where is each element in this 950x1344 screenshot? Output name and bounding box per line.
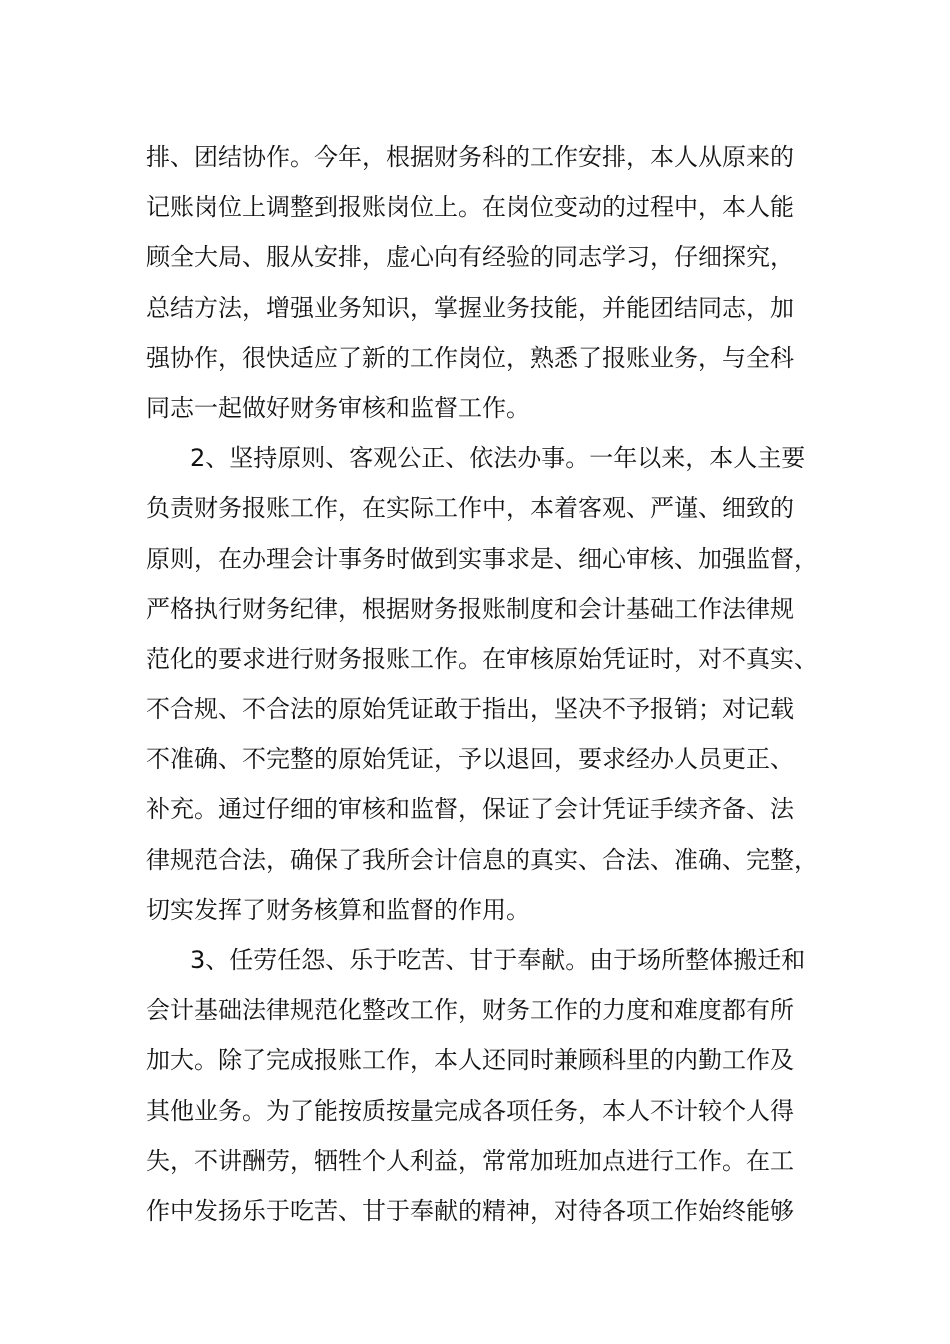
text-line: 切实发挥了财务核算和监督的作用。	[146, 895, 530, 924]
text-line: 记账岗位上调整到报账岗位上。在岗位变动的过程中，本人能	[146, 193, 794, 222]
text-line: 失，不讲酬劳，牺牲个人利益，常常加班加点进行工作。在工	[146, 1146, 794, 1175]
text-line: 排、团结协作。今年，根据财务科的工作安排，本人从原来的	[146, 143, 794, 171]
text-line: 作中发扬乐于吃苦、甘于奉献的精神，对待各项工作始终能够	[146, 1196, 794, 1225]
paragraph-start-line: 2、坚持原则、客观公正、依法办事。一年以来，本人主要	[190, 444, 806, 473]
text-line: 严格执行财务纪律，根据财务报账制度和会计基础工作法律规	[146, 594, 794, 623]
text-line: 总结方法，增强业务知识，掌握业务技能，并能团结同志，加	[146, 293, 794, 322]
text-line: 不准确、不完整的原始凭证，予以退回，要求经办人员更正、	[146, 745, 794, 774]
text-line: 不合规、不合法的原始凭证敢于指出，坚决不予报销；对记载	[146, 695, 794, 724]
text-line: 加大。除了完成报账工作，本人还同时兼顾科里的内勤工作及	[146, 1046, 794, 1075]
document-body	[146, 132, 826, 1236]
text-line: 会计基础法律规范化整改工作，财务工作的力度和难度都有所	[146, 996, 794, 1025]
text-line: 补充。通过仔细的审核和监督，保证了会计凭证手续齐备、法	[146, 795, 794, 824]
text-line: 律规范合法，确保了我所会计信息的真实、合法、准确、完整，	[146, 845, 818, 874]
text-line: 顾全大局、服从安排，虚心向有经验的同志学习，仔细探究，	[146, 243, 794, 272]
text-line: 同志一起做好财务审核和监督工作。	[146, 393, 530, 422]
text-line: 负责财务报账工作，在实际工作中，本着客观、严谨、细致的	[146, 494, 794, 523]
text-line: 原则，在办理会计事务时做到实事求是、细心审核、加强监督，	[146, 544, 818, 573]
text-line: 范化的要求进行财务报账工作。在审核原始凭证时，对不真实、	[146, 644, 818, 673]
text-line: 强协作，很快适应了新的工作岗位，熟悉了报账业务，与全科	[146, 343, 794, 372]
text-line: 其他业务。为了能按质按量完成各项任务，本人不计较个人得	[146, 1096, 794, 1125]
paragraph-start-line: 3、任劳任怨、乐于吃苦、甘于奉献。由于场所整体搬迁和	[190, 946, 806, 974]
